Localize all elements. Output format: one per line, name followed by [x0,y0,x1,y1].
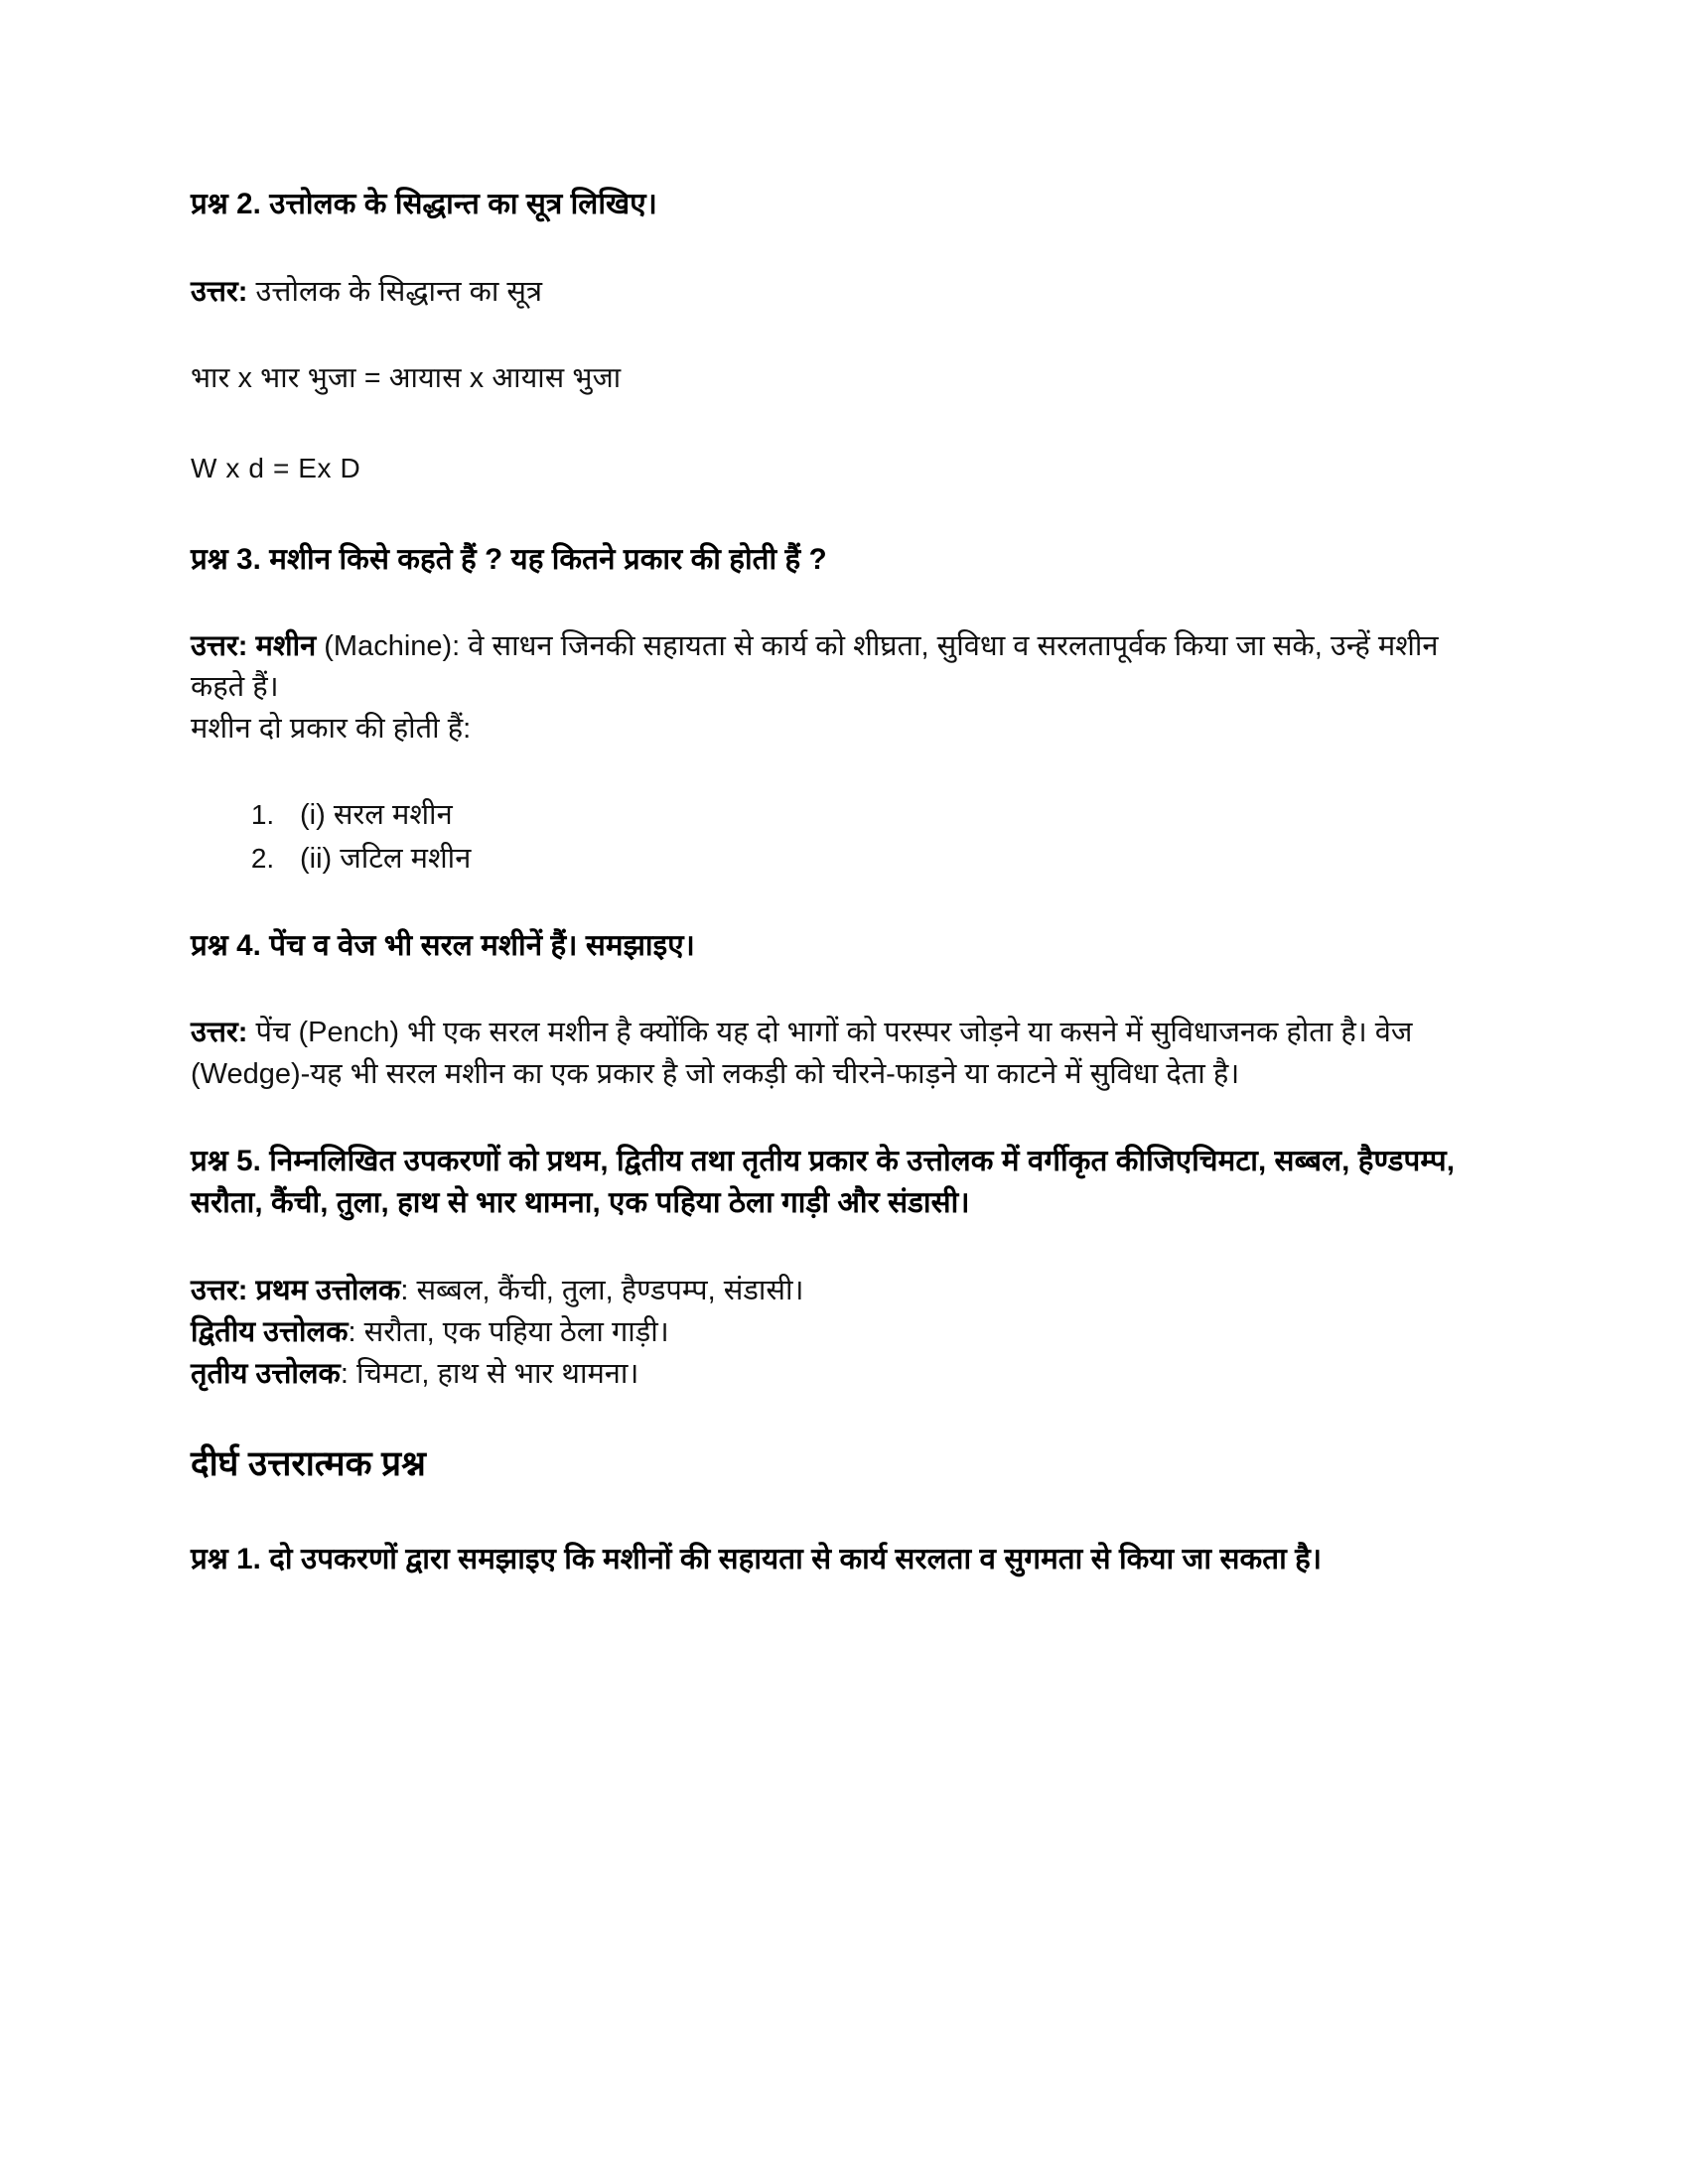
answer-label-first-lever: उत्तर: प्रथम उत्तोलक [191,1275,401,1307]
question-4-heading: प्रश्न 4. पेंच व वेज भी सरल मशीनें हैं। समझाइए। [191,929,695,963]
answer-label-q4: उत्तर: [191,1017,248,1049]
answer-text-q3: (Machine): वे साधन जिनकी सहायता से कार्य को शीघ्रता, सुविधा व सरलतापूर्वक किया जा सके, उन्हें मशीन कहते हैं। [191,629,1439,704]
answer-label-third-lever: तृतीय उत्तोलक [191,1358,341,1391]
answer-label-q3: उत्तर: मशीन [191,629,317,662]
long-answer-section-heading: दीर्घ उत्तरात्मक प्रश्न [191,1444,426,1484]
answer-label-second-lever: द्वितीय उत्तोलक [191,1316,349,1349]
list-item: 1. (i) सरल मशीन [282,795,1481,836]
answer-text-q4: पेंच (Pench) भी एक सरल मशीन है क्योंकि यह दो भागों को परस्पर जोड़ने या कसने में सुविधाजनक होता है। वेज (Wedge)-यह भी सरल मशीन का एक प्रकार है जो लकड़ी को चीरने-फाड़ने या काटने में सुविधा देता है। [191,1017,1413,1090]
question-2-heading: प्रश्न 2. उत्तोलक के सिद्धान्त का सूत्र लिखिए। [191,188,657,220]
question-3-heading: प्रश्न 3. मशीन किसे कहते हैं ? यह कितने प्रकार की होती हैं ? [191,542,827,576]
third-class-lever-line [191,1353,1481,1395]
answer-text-q2: उत्तोलक के सिद्धान्त का सूत्र [247,275,543,308]
document-content [191,184,1481,1580]
answer-text-first-lever: : सब्बल, कैंची, तुला, हैण्डपम्प, संडासी। [400,1275,804,1307]
answer-text-q3-line2: मशीन दो प्रकार की होती हैं: [191,712,472,745]
lever-formula-latin: W x d = Ex D [191,453,361,484]
machine-types-list [191,795,1481,880]
question-5-answer [191,1270,1481,1395]
question-3-answer [191,626,1481,750]
second-class-lever-line [191,1311,1481,1353]
first-class-lever-line [191,1270,1481,1311]
lever-formula-hindi: भार x भार भुजा = आयास x आयास भुजा [191,361,622,394]
answer-label-q2: उत्तर: [191,275,248,308]
question-2-answer [191,271,1481,313]
list-item: 2. (ii) जटिल मशीन [282,839,1481,880]
long-answer-question-1-heading: प्रश्न 1. दो उपकरणों द्वारा समझाइए कि मशीनों की सहायता से कार्य सरलता व सुगमता से किया जा सकता है। [191,1543,1323,1576]
answer-text-third-lever: : चिमटा, हाथ से भार थामना। [340,1358,639,1391]
question-5-heading: प्रश्न 5. निम्नलिखित उपकरणों को प्रथम, द्वितीय तथा तृतीय प्रकार के उत्तोलक में वर्गीकृत कीजिएचिमटा, सब्बल, हैण्डपम्प, सरौता, कैंची, तुला, हाथ से भार थामना, एक पहिया ठेला गाड़ी और संडासी। [191,1145,1455,1220]
answer-text-second-lever: : सरौता, एक पहिया ठेला गाड़ी। [348,1316,669,1349]
question-4-answer [191,1013,1481,1095]
